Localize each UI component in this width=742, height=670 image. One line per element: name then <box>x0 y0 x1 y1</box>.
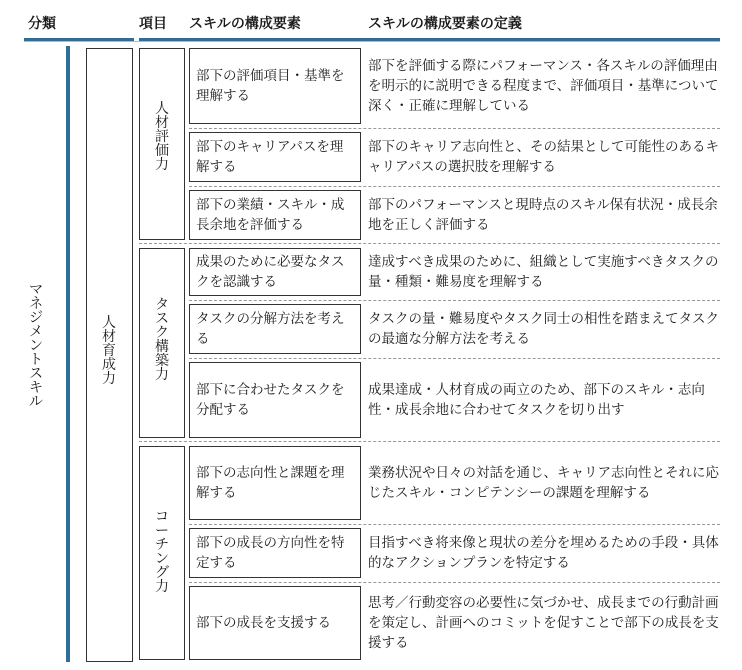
header-category: 分類 <box>28 16 56 32</box>
skill-definition: 思考／行動変容の必要性に気づかせ、成長までの行動計画を策定し、計画へのコミットを促すことで部下の成長を支援する <box>368 595 719 651</box>
group-separator <box>139 441 720 442</box>
skill-element: 部下の業績・スキル・成長余地を評価する <box>189 190 361 240</box>
skill-element: 部下のキャリアパスを理解する <box>189 132 361 182</box>
skill-definition: 業務状況や日々の対話を通じ、キャリア志向性とそれに応じたスキル・コンピテンシーの課題を理解する <box>368 465 719 501</box>
skill-definition: 目指すべき将来像と現状の差分を埋めるための手段・具体的なアクションプランを特定する <box>368 535 719 571</box>
skill-element: タスクの分解方法を考える <box>189 304 361 354</box>
skill-definition: タスクの量・難易度やタスク同士の相性を踏まえてタスクの最適な分解方法を考える <box>368 311 719 347</box>
row-separator <box>189 524 720 525</box>
header-rule-thin <box>24 41 720 42</box>
group-label: 人材評価力 <box>155 101 169 173</box>
skill-element: 部下に合わせたタスクを分配する <box>189 362 361 438</box>
category-label: マネジメントスキル <box>29 282 43 410</box>
category-bar <box>66 46 70 662</box>
subcategory-label: 人材育成力 <box>102 315 116 387</box>
row-separator <box>189 358 720 359</box>
row-separator <box>189 186 720 187</box>
header-skill-element: スキルの構成要素 <box>189 16 301 32</box>
row-separator <box>189 582 720 583</box>
skill-definition: 成果達成・人材育成の両立のため、部下のスキル・志向性・成長余地に合わせてタスクを切り出す <box>368 382 705 418</box>
header-item: 項目 <box>139 16 167 32</box>
row-separator <box>189 300 720 301</box>
header-skill-definition: スキルの構成要素の定義 <box>368 16 522 32</box>
skill-definition: 部下を評価する際にパフォーマンス・各スキルの評価理由を明示的に説明できる程度まで、評価項目・基準について深く・正確に理解している <box>368 58 719 114</box>
group-label: コーチング力 <box>155 509 169 595</box>
skill-element: 部下の成長の方向性を特定する <box>189 528 361 578</box>
skill-element: 成果のために必要なタスクを認識する <box>189 248 361 296</box>
skill-definition: 部下のパフォーマンスと現時点のスキル保有状況・成長余地を正しく評価する <box>368 197 718 233</box>
skill-element: 部下の評価項目・基準を理解する <box>189 48 361 124</box>
skill-definition: 部下のキャリア志向性と、その結果として可能性のあるキャリアパスの選択肢を理解する <box>368 139 719 175</box>
skill-definition: 達成すべき成果のために、組織として実施すべきタスクの量・種類・難易度を理解する <box>368 254 719 290</box>
row-separator <box>189 128 720 129</box>
group-separator <box>139 243 720 244</box>
group-label: タスク構築力 <box>155 297 169 383</box>
skill-element: 部下の成長を支援する <box>189 586 361 660</box>
skill-element: 部下の志向性と課題を理解する <box>189 446 361 520</box>
